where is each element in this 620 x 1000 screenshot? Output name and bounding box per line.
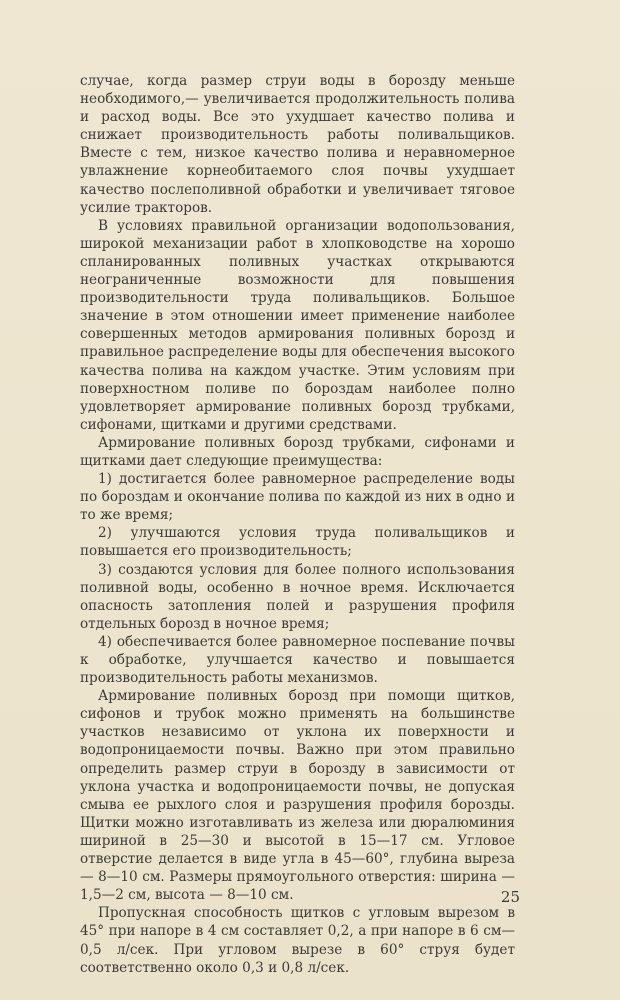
list-item: 1) достигается более равномерное распределение воды по бороздам и окончание полива по каждой из них в одно и то же время; [80,471,515,524]
paragraph: Пропускная способность щитков с угловым вырезом в 45° при напоре в 4 см составляет 0,2, а при напоре в 6 см—0,5 л/сек. При угловом вырезе в 60° струя будет соответственно около 0,3 и 0,8 л/сек. [80,905,515,976]
body-text [80,72,515,977]
paragraph: Армирование поливных борозд при помощи щитков, сифонов и трубок можно применять на большинстве участков независимо от уклона их поверхности и водопроницаемости почвы. Важно при этом правильно определить размер струи в борозду в зависимости от уклона участка и водопроницаемости почвы, не допуская смыва ее рыхлого слоя и разрушения профиля борозды. Щитки можно изготавливать из железа или дюралюминия шириной в 25—30 и высотой в 15—17 см. Угловое отверстие делается в виде угла в 45—60°, глубина выреза — 8—10 см. Размеры прямоугольного отверстия: ширина — 1,5—2 см, высота — 8—10 см. [80,688,515,904]
list-item: 2) улучшаются условия труда поливальщиков и повышается его производительность; [80,525,515,560]
paragraph: В условиях правильной организации водопользования, широкой механизации работ в хлопководстве на хорошо спланированных поливных участках открываются неограниченные возможности для повышения производительности труда поливальщиков. Большое значение в этом отношении имеет применение наиболее совершенных методов армирования поливных борозд и правильное распределение воды для обеспечения высокого качества полива на каждом участке. Этим условиям при поверхностном поливе по бороздам наиболее полно удовлетворяет армирование поливных борозд трубками, сифонами, щитками и другими средствами. [80,217,515,433]
page-number: 25 [500,888,520,906]
list-item: 4) обеспечивается более равномерное поспевание почвы к обработке, улучшается качество и повышается производительность работы механизмов. [80,633,515,687]
paragraph: случае, когда размер струи воды в борозду меньше необходимого,— увеличивается продолжительность полива и расход воды. Все это ухудшает качество полива и снижает производительность работы поливальщиков. Вместе с тем, низкое качество полива и неравномерное увлажнение корнеобитаемого слоя почвы ухудшает качество послеполивной обработки и увеличивает тяговое усилие тракторов. [80,73,515,216]
list-item: 3) создаются условия для более полного использования поливной воды, особенно в ночное время. Исключается опасность затопления полей и разрушения профиля отдельных борозд в ночное время; [80,561,515,632]
paragraph: Армирование поливных борозд трубками, сифонами и щитками дает следующие преимущества: [80,434,515,469]
